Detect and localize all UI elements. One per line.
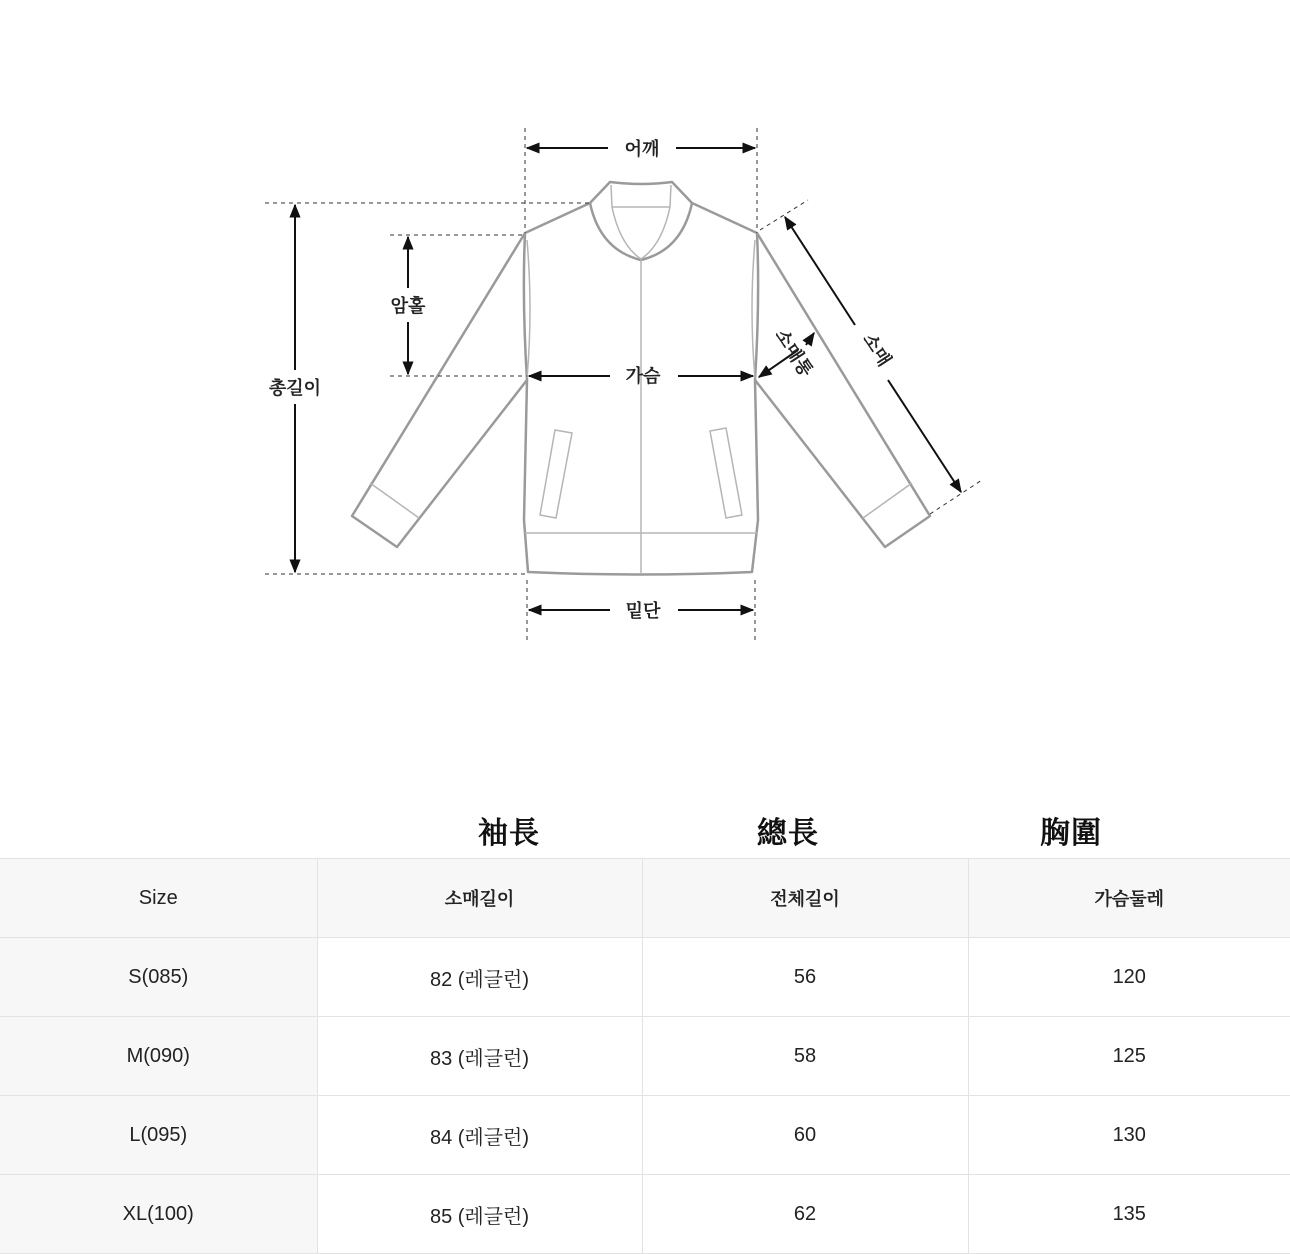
header-sleeve-length: 소매길이 xyxy=(317,859,642,938)
chinese-labels-row xyxy=(0,800,1290,858)
table-row xyxy=(0,1096,1290,1175)
total-length-cell: 62 xyxy=(642,1175,968,1254)
size-table xyxy=(0,858,1290,1254)
chest-cell: 125 xyxy=(968,1017,1290,1096)
table-row xyxy=(0,1017,1290,1096)
total-length-cell: 58 xyxy=(642,1017,968,1096)
cn-label-total-length: 總長 xyxy=(757,816,819,851)
size-cell: M(090) xyxy=(0,1017,317,1096)
sleeve-length-cell: 82 (레글런) xyxy=(317,938,642,1017)
header-size: Size xyxy=(0,859,317,938)
table-row xyxy=(0,938,1290,1017)
chest-cell: 130 xyxy=(968,1096,1290,1175)
cn-label-chest: 胸圍 xyxy=(1040,816,1102,851)
chest-cell: 135 xyxy=(968,1175,1290,1254)
label-sleeve-width: 소매통 xyxy=(770,325,817,381)
header-chest: 가슴둘레 xyxy=(968,859,1290,938)
cn-label-sleeve-length: 袖長 xyxy=(478,816,540,851)
header-total-length: 전체길이 xyxy=(642,859,968,938)
total-length-cell: 56 xyxy=(642,938,968,1017)
label-hem: 밑단 xyxy=(625,601,661,622)
size-cell: L(095) xyxy=(0,1096,317,1175)
table-header-row xyxy=(0,859,1290,938)
label-chest: 가슴 xyxy=(625,366,661,387)
size-cell: XL(100) xyxy=(0,1175,317,1254)
table-row xyxy=(0,1175,1290,1254)
label-armhole: 암홀 xyxy=(390,296,426,317)
sleeve-length-cell: 85 (레글런) xyxy=(317,1175,642,1254)
size-cell: S(085) xyxy=(0,938,317,1017)
label-shoulder: 어깨 xyxy=(624,139,660,160)
sleeve-length-cell: 83 (레글런) xyxy=(317,1017,642,1096)
sleeve-length-cell: 84 (레글런) xyxy=(317,1096,642,1175)
label-total-length: 총길이 xyxy=(268,378,322,399)
total-length-cell: 60 xyxy=(642,1096,968,1175)
chest-cell: 120 xyxy=(968,938,1290,1017)
label-sleeve: 소매 xyxy=(858,329,895,371)
